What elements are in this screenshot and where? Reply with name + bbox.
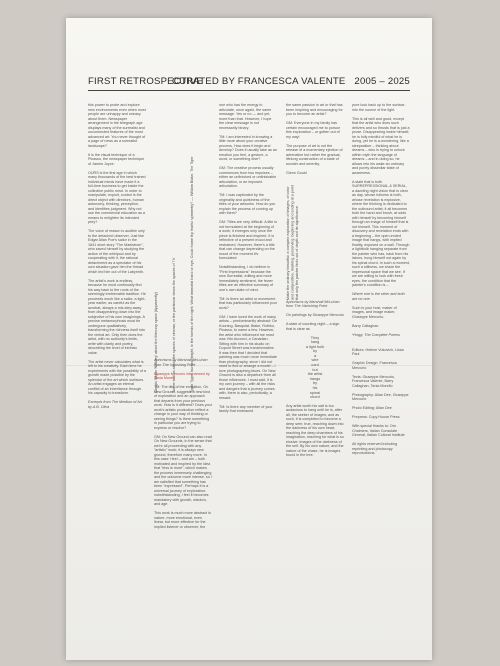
colophon-line: Texts: Giuseppe Mercurio, Francesca Valente, Barry Callaghan, Tania Morello [352,374,395,388]
aphorism-credit: Aphorisms by Marshall McLuhan from The Vanishing Point [286,299,340,308]
poem-line: by [312,349,317,354]
paragraph: GM: On New Ground can also read On New Grounds, in the sense that we're all proceeding with any "artistic" work; it is always new ground, therefore many more. In this case I feel – and am – both motivated and inspired by the idea that "less is more", which makes the process immensely challenging and the outcome more intense, so I am satisfied that something has been "expressed". Perhaps it is a universal journey of exploration: notwithstanding, I feel it becomes mandatory with growth, wisdom, and age. [154,434,212,506]
paragraph: TM: The title of the exhibition, On New Ground, suggests a new kind of exploration and an approach that departs from your previous work. How is it different? Does your work's artistic production reflect a change in your way of thinking or seeing things? Is there something in particular you are trying to express or resolve? [154,385,212,430]
vertical-text: Make the ordinary beautiful: a complex exploration of images, of color and composition, marking, preserving, beginning and ending at a point that only the painter finds out of depth and its significance. [286,184,299,300]
header-years: 2005 – 2025 [354,76,410,87]
paragraph: This work is much more abstract in nature, more emotional, even linear, but more effective for the implied listener or observer, the [154,511,211,529]
paragraph: TM: I was captivated by the originality and quirkiness of the titles of your artworks. How do you explain the process of coming up with them? [219,193,276,215]
essay-heading: On paintings by Giuseppe Mercurio [286,313,344,317]
poem-line: hang [310,340,320,345]
paragraph: Any artist worth his salt is too audacious to hang until he is, after all, the seeker of images; and as such, it is completed to become a deep seer, true, reaching down into the darkness of his own heart, reaching the deep chambers of his imagination, reaching for what is so elusive: images of the darkness of the self. By his own nature, and the nature of the chase, he is images found in the tree. [286,403,344,458]
paragraph: GM: Everyone in my family has certain encouraged me to pursue this exploration – or gotten out of my way! [286,121,341,139]
paragraph: Where one is the other and both are no one. [352,292,405,301]
poem-line: but [312,367,318,372]
paragraph: It is the visual technique of a Picasso, the newspaper technique of James Joyce. [88,152,145,166]
header-curator: CURATED BY FRANCESCA VALENTE [171,76,346,87]
paragraph: GM: Titles are very difficult. A title is not formulated at the beginning of a work; it emerges only once the piece is finished and inspired. It is reflective of a present mood and restrained. However, there's a title that can change depending on the mood of the moment it's formulated. [219,220,277,260]
poem-line: a [313,353,317,358]
poem-line: They [310,335,320,340]
colophon-line: Editors: Helene Vukovich, Lissa Paul [352,347,404,356]
poem-line: spinal [310,390,320,395]
colophon-line: Photography: Allan Dee, Giuseppe Mercurio [352,392,409,401]
text-column-4 [286,103,344,643]
poem-line: the artist [307,372,323,377]
paragraph: TM: I am interested in knowing a little more about your creative process. How does it begin and develop? Does it usually take as an emotion you feel, a gesture, a word, or something else? [219,134,277,161]
paragraph: Notwithstanding, I do believe in "First Impressions" because the new Surrealist, editing and more immediately sentiment, the fewer titles are an effective summary of one's own state of mind. [219,265,274,292]
paragraph: A state that is both SURREPRESSIONAL & SERIAL, a dazzling night vision that is clear as day, whose fullness is both, whose revelation is explosive, where the thinking is dedicated to the outbound artist; it all becomes both the hand and brush, at odds with himself by becoming himself through an image of himself that is not himself. This moment of discovery and revelation ends with a beginning – the open-ended image that hangs, with implied finality, exposed on a wall. Through a lightbulb hanging separate from the painter who has, back from his labors, hung himself out again by his spinal chord. In such a moment, such a stillness, we share the impersonal space that we see. If we are willing to look with fresh eyes, the condition that the painter's condition is – [352,179,410,287]
paragraph: one who has the energy to articulate, once again, the same message. Yes or no — and yet, more than that. However, I hope the clear message is not necessarily binary. [219,103,272,130]
paragraph: GM: I have loved the work of many artists – predominantly abstract: De Kooning, Basquiat, Blake, Rothko, Picasso, to name a few. However, the artist who influenced me most was Vito Acconci, a Canadian. Sitting with him in his studio on Dupont Street was transformative. It was then that I decided that painting was much more immediate than photography, since I did not need to find or arrange a model – I love photographing faces. On New Ground is also a departure from all those influences. I must add, it is my own journey – with all the risks and dangers that a journey comes with, there is also, periodically, a reward. [219,314,277,400]
poem-line: his [312,386,318,391]
text-column-3 [219,103,277,643]
paragraph: TM: Is there any member of your family that embraced [219,404,273,413]
vertical-poem: Tyger Tyger, burning bright, In the forests of the night; What immortal hand or eye, Could frame thy fearful symmetry? — William Blake, The Tiger [190,156,194,393]
poem-line: a light bulb [305,344,325,349]
paragraph: the same passion in art or that has been inspiring and encouraging for you to become an artist? [286,103,343,116]
paragraph: This is all well and good, except that the artist who does such delivers and so thrusts that is just a prose. Disappearing inside himself, he is fully mindful of what he is doing, yet he is a-wondering, like a sleepwalker – thinking about dreams – who is trying to unlock within myth the language of dreams – and in doing so, he allows into his wake an ordinary and purely dissimilar state of awareness. [352,116,410,175]
paragraph: The artist's work is endless, because he must continually find his way back to the roots of the seemingly irretrievable tradition. He proceeds much like a sailor, a light-year earlier, as careful as the acrobat, always a mis-step away from disappearing down into the subjective of his own imaginings. A precise metamorphosis must be undergone qualitatively, transforming the richness itself into the verbal art. Only then does the artist, with no authority's limits, write with clarity and poetry, describing the level of intrinsic value. [88,278,146,355]
essay-author: Barry Callaghan [352,323,379,328]
aphorism-credit: Aphorisms by Marshall McLuhan from The Vanishing Point [154,358,208,367]
text-column-5 [352,103,410,663]
vertical-quote: Turner told us about the spaces of cinema, or the particular views the spaces of TV [172,257,176,393]
quote-author: Glenn Gould [286,170,307,175]
interview-heading: Giuseppe Mercurio interviewed by Tania Morelli [154,371,210,380]
text-column-1 [88,103,146,603]
text-column-2-lower [154,358,212,658]
poem [286,336,344,400]
paragraph: The voice of reason is audible only to the detached observer. Just like Edgar Allan Poe's sailor in the 1841 short story "The Maelstrom", who saved himself by studying the action of the whirlpool and by cooperating with it, the rational detachment as a spectator of his own situation gave him the thread which led him out of the Labyrinth. [88,229,145,274]
paragraph: GM: The creative process usually commences from two impulses – either an unfinished or unfinishable articulation, or an imposed articulation. [219,166,277,188]
paragraph: this power to probe and explore new environments even when most people are unhappy and uneasy about them. Newspaper arrangement in the telegraph age displays many of the surrealist and unconnected features of the most advanced art. You never thought of a page of news as a surrealist landscape? [88,103,146,148]
paragraph: OURS is the first age in which many thousands of the best trained individual minds have made it a full-time business to get inside the collective public mind. In order to manipulate, exploit, control is the direct object with directors, human autonomy, thinking, perception, and identities judgment. Why not use the commercial education as a means to enlighten its intended prey? [88,170,146,224]
colophon-line: Photo Editing: Allan Dee [352,406,392,410]
poem-line: hangs [309,376,321,381]
header-title: FIRST RETROSPECTIVE [88,76,204,87]
colophon-line: All rights reserved including reprinting and photocopy reproductions. [352,442,398,455]
poem-line: wire [311,358,319,363]
vertical-text-block [286,180,344,300]
quote: The purpose of art is not the release of a momentary ejection of adrenaline but rather the gradual, lifelong construction of a state of wonder and serenity. [286,143,343,166]
footnote: *Hogg: The Complete Poems [352,332,400,337]
paragraph: The artist never calculates what is left to his creativity. Each time he experiments with the possibility of a growth made possible by the splendor of the art which surfaces. An artist engages an eternal conflict of an inheritance through his capacity to transform. [88,359,146,395]
paragraph: TM: Is there an artist or movement that has particularly influenced your work? [219,296,277,310]
excerpt-credit: Excerpts from The Medium of Art by A.B. Oliva [88,400,142,409]
paragraph: Such is your host, maker of images, and image maker, Giuseppe Mercurio. [352,305,397,319]
catalogue-header [88,73,410,91]
colophon-line: Graphic Design: Francesca Mercurio [352,361,397,370]
text-column-2-upper [154,103,212,393]
colophon-line: Prepress: Copy House Press [352,415,400,419]
vertical-quote: Giorgio Stiglio 'Nothing' about the Mercury space (Apparently) [154,292,158,393]
folded-catalogue-sheet [66,18,432,660]
paragraph: pure look back up to the surface, into the source of the light. [352,103,406,112]
colophon-line: With special thanks to: Orn Chalmers, Italian Consulate General, Italian Cultural Institute [352,424,405,437]
poem-line: cord [311,363,319,368]
paragraph: A state of counting night – a sign that is clear as [286,322,340,331]
poem-line: by [312,381,317,386]
poem-line: chord [310,395,320,400]
